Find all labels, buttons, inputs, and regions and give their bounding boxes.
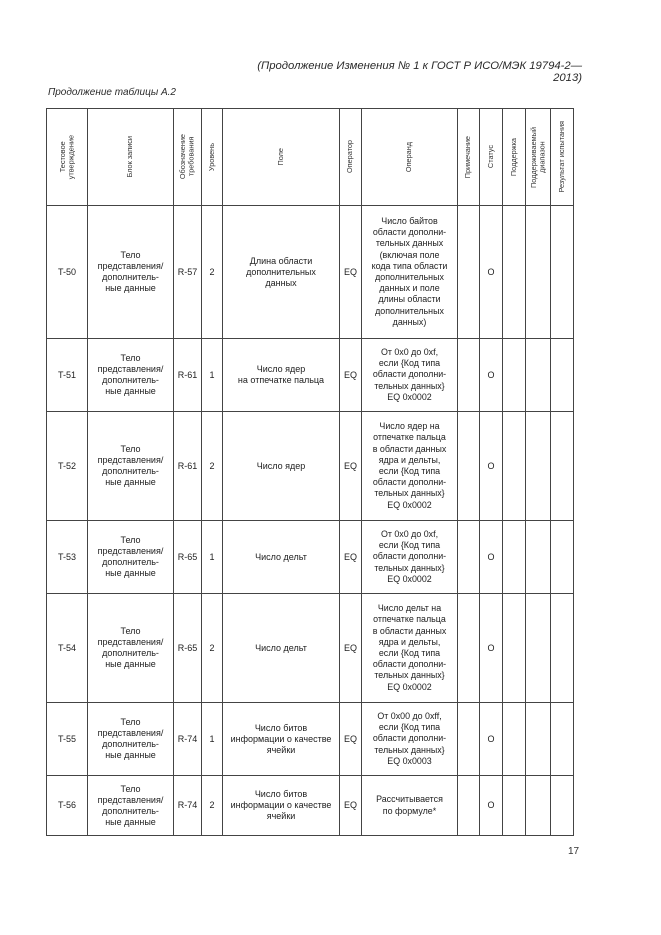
cell-test-result bbox=[551, 206, 574, 339]
cell-requirement: R-57 bbox=[174, 206, 202, 339]
cell-test-id: T-55 bbox=[47, 703, 88, 776]
cell-operator: EQ bbox=[340, 703, 362, 776]
cell-requirement: R-61 bbox=[174, 339, 202, 412]
cell-level: 2 bbox=[202, 776, 223, 836]
table-row bbox=[47, 206, 574, 339]
header-requirement-id: Обозначение требования bbox=[174, 109, 202, 206]
cell-operand: Рассчитывается по формуле* bbox=[362, 776, 458, 836]
cell-requirement: R-65 bbox=[174, 521, 202, 594]
cell-operand: От 0x0 до 0xf, если {Код типа области дополни- тельных данных} EQ 0x0002 bbox=[362, 521, 458, 594]
cell-status: O bbox=[480, 339, 503, 412]
table-row bbox=[47, 703, 574, 776]
cell-requirement: R-74 bbox=[174, 776, 202, 836]
cell-operand: От 0x0 до 0xf, если {Код типа области дополни- тельных данных} EQ 0x0002 bbox=[362, 339, 458, 412]
cell-supported-range bbox=[526, 206, 551, 339]
cell-status: O bbox=[480, 412, 503, 521]
cell-record-block: Тело представления/ дополнитель- ные данные bbox=[88, 703, 174, 776]
cell-test-id: T-50 bbox=[47, 206, 88, 339]
cell-operand: Число ядер на отпечатке пальца в области данных ядра и дельты, если {Код типа области дополни- тельных данных} EQ 0x0002 bbox=[362, 412, 458, 521]
cell-record-block: Тело представления/ дополнитель- ные данные bbox=[88, 339, 174, 412]
header-operand: Операнд bbox=[362, 109, 458, 206]
cell-status: O bbox=[480, 594, 503, 703]
cell-test-result bbox=[551, 703, 574, 776]
cell-record-block: Тело представления/ дополнитель- ные данные bbox=[88, 594, 174, 703]
cell-level: 2 bbox=[202, 412, 223, 521]
cell-status: O bbox=[480, 206, 503, 339]
cell-field: Число дельт bbox=[223, 594, 340, 703]
table-row bbox=[47, 521, 574, 594]
table-row bbox=[47, 339, 574, 412]
cell-test-id: T-51 bbox=[47, 339, 88, 412]
cell-note bbox=[458, 206, 480, 339]
table-caption: Продолжение таблицы А.2 bbox=[48, 87, 176, 98]
table-row bbox=[47, 776, 574, 836]
conformance-table bbox=[46, 108, 574, 836]
header-supported-range: Поддерживаемый диапазон bbox=[526, 109, 551, 206]
page-number: 17 bbox=[568, 846, 580, 857]
cell-operator: EQ bbox=[340, 412, 362, 521]
cell-supported-range bbox=[526, 521, 551, 594]
cell-operator: EQ bbox=[340, 206, 362, 339]
table-header-row bbox=[47, 109, 574, 206]
cell-field: Длина области дополнительных данных bbox=[223, 206, 340, 339]
cell-supported-range bbox=[526, 776, 551, 836]
cell-note bbox=[458, 412, 480, 521]
header-note: Примечание bbox=[458, 109, 480, 206]
cell-operand: Число байтов области дополни- тельных данных (включая поле кода типа области дополнительных данных и поле длины области дополнительных данных) bbox=[362, 206, 458, 339]
cell-requirement: R-74 bbox=[174, 703, 202, 776]
cell-test-result bbox=[551, 412, 574, 521]
header-level: Уровень bbox=[202, 109, 223, 206]
cell-note bbox=[458, 521, 480, 594]
cell-support bbox=[503, 703, 526, 776]
cell-operator: EQ bbox=[340, 776, 362, 836]
cell-field: Число ядер bbox=[223, 412, 340, 521]
table-row bbox=[47, 412, 574, 521]
cell-note bbox=[458, 776, 480, 836]
cell-status: O bbox=[480, 703, 503, 776]
cell-field: Число ядер на отпечатке пальца bbox=[223, 339, 340, 412]
cell-field: Число дельт bbox=[223, 521, 340, 594]
cell-operator: EQ bbox=[340, 339, 362, 412]
cell-field: Число битов информации о качестве ячейки bbox=[223, 776, 340, 836]
cell-support bbox=[503, 521, 526, 594]
cell-level: 2 bbox=[202, 206, 223, 339]
cell-status: O bbox=[480, 776, 503, 836]
cell-record-block: Тело представления/ дополнитель- ные данные bbox=[88, 206, 174, 339]
cell-support bbox=[503, 206, 526, 339]
cell-support bbox=[503, 594, 526, 703]
header-field: Поле bbox=[223, 109, 340, 206]
cell-field: Число битов информации о качестве ячейки bbox=[223, 703, 340, 776]
cell-supported-range bbox=[526, 412, 551, 521]
cell-note bbox=[458, 339, 480, 412]
cell-supported-range bbox=[526, 703, 551, 776]
cell-note bbox=[458, 594, 480, 703]
cell-test-id: T-52 bbox=[47, 412, 88, 521]
header-operator: Оператор bbox=[340, 109, 362, 206]
table-row bbox=[47, 594, 574, 703]
cell-test-result bbox=[551, 594, 574, 703]
cell-record-block: Тело представления/ дополнитель- ные данные bbox=[88, 776, 174, 836]
header-support: Поддержка bbox=[503, 109, 526, 206]
cell-operator: EQ bbox=[340, 594, 362, 703]
cell-operator: EQ bbox=[340, 521, 362, 594]
cell-operand: Число дельт на отпечатке пальца в области данных ядра и дельты, если {Код типа области дополни- тельных данных} EQ 0x0002 bbox=[362, 594, 458, 703]
cell-support bbox=[503, 339, 526, 412]
cell-requirement: R-65 bbox=[174, 594, 202, 703]
cell-note bbox=[458, 703, 480, 776]
header-test-assertion: Тестовое утверждение bbox=[47, 109, 88, 206]
cell-test-result bbox=[551, 339, 574, 412]
cell-test-result bbox=[551, 521, 574, 594]
cell-operand: От 0x00 до 0xff, если {Код типа области дополни- тельных данных} EQ 0x0003 bbox=[362, 703, 458, 776]
cell-level: 1 bbox=[202, 339, 223, 412]
cell-support bbox=[503, 412, 526, 521]
cell-record-block: Тело представления/ дополнитель- ные данные bbox=[88, 521, 174, 594]
cell-support bbox=[503, 776, 526, 836]
cell-supported-range bbox=[526, 594, 551, 703]
cell-level: 2 bbox=[202, 594, 223, 703]
cell-supported-range bbox=[526, 339, 551, 412]
cell-level: 1 bbox=[202, 521, 223, 594]
header-status: Статус bbox=[480, 109, 503, 206]
document-header-note: (Продолжение Изменения № 1 к ГОСТ Р ИСО/МЭК 19794-2—2013) bbox=[257, 60, 582, 84]
cell-requirement: R-61 bbox=[174, 412, 202, 521]
cell-record-block: Тело представления/ дополнитель- ные данные bbox=[88, 412, 174, 521]
header-test-result: Результат испытания bbox=[551, 109, 574, 206]
cell-test-result bbox=[551, 776, 574, 836]
cell-level: 1 bbox=[202, 703, 223, 776]
cell-test-id: T-56 bbox=[47, 776, 88, 836]
cell-test-id: T-53 bbox=[47, 521, 88, 594]
cell-test-id: T-54 bbox=[47, 594, 88, 703]
cell-status: O bbox=[480, 521, 503, 594]
header-record-block: Блок записи bbox=[88, 109, 174, 206]
